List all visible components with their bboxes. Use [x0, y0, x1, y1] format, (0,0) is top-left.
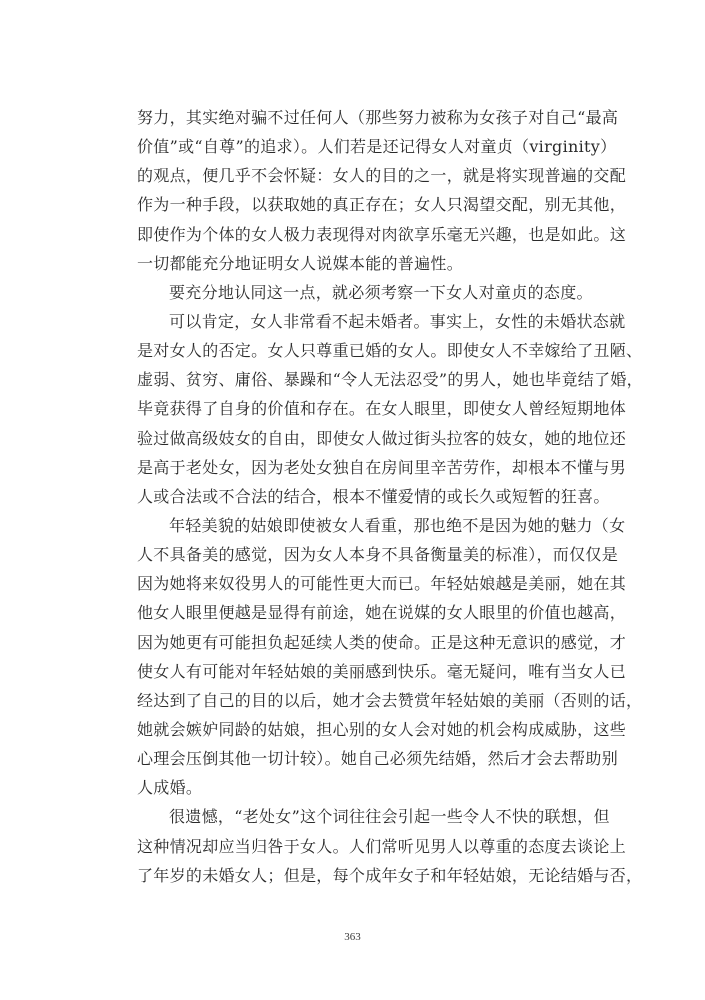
- text-line: 虚弱、贫穷、庸俗、暴躁和“令人无法忍受”的男人，她也毕竟结了婚，: [137, 370, 643, 390]
- text-line: 这种情况却应当归咎于女人。人们常听见男人以尊重的态度去谈论上: [137, 836, 627, 856]
- text-line: 人或合法或不合法的结合，根本不懂爱情的或长久或短暂的狂喜。: [137, 486, 610, 506]
- text-line: 心理会压倒其他一切计较）。她自己必须先结婚，然后才会去帮助别: [137, 749, 619, 769]
- text-line: 可以肯定，女人非常看不起未婚者。事实上，女性的未婚状态就: [169, 311, 626, 331]
- text-line: 的观点，便几乎不会怀疑：女人的目的之一，就是将实现普遍的交配: [137, 166, 627, 186]
- text-line: 他女人眼里便越是显得有前途，她在说媒的女人眼里的价值也越高，: [137, 603, 627, 623]
- paragraph-3: [137, 307, 643, 511]
- text-line: 毕竟获得了自身的价值和存在。在女人眼里，即使女人曾经短期地体: [137, 399, 627, 419]
- text-line: 作为一种手段，以获取她的真正存在；女人只渴望交配，别无其他，: [137, 195, 627, 215]
- text-line: 使女人有可能对年轻姑娘的美丽感到快乐。毫无疑问，唯有当女人已: [137, 661, 627, 681]
- paragraph-5: [137, 802, 643, 889]
- paragraph-1: [137, 103, 627, 278]
- text-line: 努力，其实绝对骗不过任何人（那些努力被称为女孩子对自己“最高: [137, 108, 619, 127]
- text-line: 人不具备美的感觉，因为女人本身不具备衡量美的标准），而仅仅是: [137, 545, 619, 565]
- text-line: 是对女人的否定。女人只尊重已婚的女人。即使女人不幸嫁给了丑陋、: [137, 341, 643, 361]
- text-line: 是高于老处女，因为老处女独自在房间里辛苦劳作，却根本不懂与男: [137, 457, 627, 477]
- text-line: 因为她将来奴役男人的可能性更大而已。年轻姑娘越是美丽，她在其: [137, 574, 627, 594]
- page-number: 363: [344, 931, 361, 943]
- text-line: 即使作为个体的女人极力表现得对肉欲享乐毫无兴趣，也是如此。这: [137, 224, 627, 244]
- text-line: 人成婚。: [137, 778, 203, 798]
- paragraph-4: [137, 511, 643, 802]
- text-line: 年轻美貌的姑娘即使被女人看重，那也绝不是因为她的魅力（女: [169, 515, 626, 535]
- text-line: 价值”或“自尊”的追求）。人们若是还记得女人对童贞（virginity）: [137, 137, 617, 157]
- text-line: 她就会嫉妒同龄的姑娘，担心别的女人会对她的机会构成威胁，这些: [137, 719, 627, 739]
- text-line: 因为她更有可能担负起延续人类的使命。正是这种无意识的感觉，才: [137, 632, 627, 652]
- text-line: 要充分地认同这一点，就必须考察一下女人对童贞的态度。: [169, 282, 593, 302]
- text-line: 一切都能充分地证明女人说媒本能的普遍性。: [137, 253, 464, 273]
- text-line: 经达到了自己的目的以后，她才会去赞赏年轻姑娘的美丽（否则的话，: [137, 690, 643, 710]
- text-line: 验过做高级妓女的自由，即使女人做过街头拉客的妓女，她的地位还: [137, 428, 627, 448]
- body-text: [137, 103, 643, 890]
- text-line: 了年岁的未婚女人；但是，每个成年女子和年轻姑娘，无论结婚与否，: [137, 865, 643, 885]
- paragraph-2: [137, 278, 609, 307]
- text-line: 很遗憾，“老处女”这个词往往会引起一些令人不快的联想，但: [169, 807, 610, 827]
